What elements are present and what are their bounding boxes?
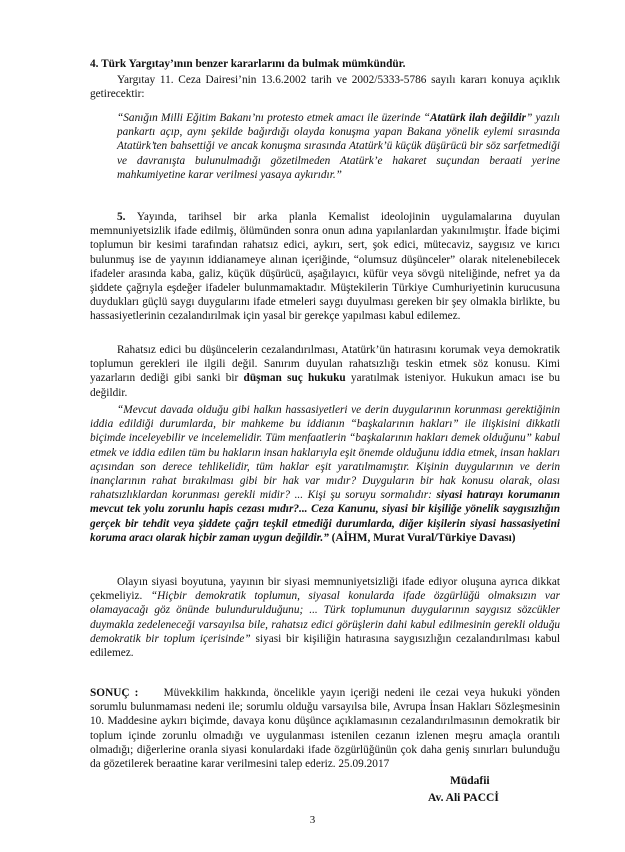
section-5-paragraph-3: Olayın siyasi boyutuna, yayının bir siyasi memnuniyetsizliği ifade ediyor oluşuna ayrıca dikkat çekmeliyiz. “Hiçbir demokratik toplumun, siyasal konularda ifade özgürlüğü olmaksızın var olamayacağı göz önünde bulundurulduğunu; ... Türk toplumunun duygularının saygısız sözcükler duymakla zedeleneceği varsayılsa bile, rahatsız edici görüşlerin dahi kabul edilmesinin gerekli olduğu demokratik bir toplum içerisinde” siyasi bir kişiliğin hatırasına saygısızlığın cezalandırılması kabul edilemez. — [90, 576, 560, 660]
section-5-number: 5. — [117, 211, 126, 223]
conclusion-label: SONUÇ : — [90, 687, 139, 699]
page-number: 3 — [309, 814, 316, 826]
signature-name: Av. Ali PACCİ — [428, 792, 499, 804]
section-4-intro: Yargıtay 11. Ceza Dairesi’nin 13.6.2002 tarih ve 2002/5333-5786 sayılı kararı konuya açıklık getirecektir: — [90, 74, 560, 101]
section-5-paragraph-2: Rahatsız edici bu düşüncelerin cezalandırılması, Atatürk’ün hatırasını korumak veya demokratik toplumun gerekleri ile ilgili değil. Sanırım duyulan rahatsızlığı teskin etmek söz konusu. Kimi yazarların dediği gibi sanki bir düşman suç hukuku yaratılmak isteniyor. Hukukun amacı ise bu değildir. — [90, 344, 561, 399]
section-5-quote: “Mevcut davada olduğu gibi halkın hassasiyetleri ve derin duygularının korunması gerektiğinin iddia edildiği durumlarda, bir mahkeme bu iddianın “başkalarının hakları” ile ilişkisini dikkatli biçimde inceleyebilir ve incelemelidir. Tüm menfaatlerin “başkalarının hakları demek olduğunu” kabul etmek ve iddia edilen tüm bu hakların insan haklarıyla eşit önemde olduğunu iddia etmek, insan hakları açısından son derece tehlikelidir, tüm haklar eşit yaratılmamıştır. Kişinin duygularının ve derin inançlarının rahat bırakılması gibi bir hak var mıdır? Duyguların bir hak konusu olarak, olası rahatsızlıklardan korunması gerekli midir? ... Kişi şu soruyu sormalıdır: siyasi hatırayı korumanın mevcut tek yolu zorunlu hapis cezası mıdır?... Ceza Kanunu, siyasi bir kişiliğe yönelik saygısızlığın gerçek bir tehdit veya şiddete çağrı teşkil etmediği durumlarda, diğer kişilerin siyasi hassasiyetini koruma aracı olarak hiçbir zaman uygun değildir.” (AİHM, Murat Vural/Türkiye Davası) — [90, 404, 560, 544]
section-5-paragraph-1: 5. Yayında, tarihsel bir arka planla Kemalist ideolojinin uygulamalarına duyulan memnuniyetsizlik ifade edilmiş, ölümünden sonra onun adına yapılanlardan yakınılmıştır. İfade biçimi toplumun bir kesimi tarafından rahatsız edici, aykırı, sert, şok edici, mütecaviz, saygısız ve kırıcı bulunmuş ise de yayının iddianameye alınan içeriğinde, “olumsuz düşünceler” olarak nitelenebilecek ifadeler arasında kaba, galiz, küçük düşürücü, aşağılayıcı, küfür veya sövgü niteliğinde, nefret ya da şiddete çağrıyla eşdeğer ifadeler bulunmamaktadır. Müştekilerin Türkiye Cumhuriyetinin kurucusuna duydukları güçlü saygı duygularını ifade etmeleri saygı duyulması gereken bir şey olmakla birlikte, bu hassasiyetlerinin cezalandırılmak için yasal bir gerekçe yapılması kabul edilemez. — [90, 211, 561, 323]
signature-role: Müdafii — [450, 775, 490, 787]
conclusion-paragraph: SONUÇ : Müvekkilim hakkında, öncelikle yayın içeriği nedeni ile cezai veya hukuki yönden sorumlu bulunmaması nedeni ile; sorumlu olduğu varsayılsa bile, Avrupa İnsan Hakları Sözleşmesinin 10. Maddesine aykırı biçimde, davaya konu düşünce açıklamasının cezalandırılmasının demokratik bir toplum içinde zorunlu olmadığı ve uygulanması istenilen cezanın izlenen meşru amaçla orantılı olmadığı; diğerlerine oranla siyasi konulardaki ifade özgürlüğünün çok daha geniş sınırları bulunduğu da gözetilerek beraatine karar verilmesini talep ederiz. 25.09.2017 — [90, 687, 561, 771]
section-4-quote: “Sanığın Milli Eğitim Bakanı’nı protesto etmek amacı ile üzerinde “Atatürk ilah değildir” yazılı pankartı açıp, aynı şekilde bağırdığı olayda konuşma yapan Bakana yönelik eylemi sırasında Atatürk’ten bahsettiği ve ancak konuşma sırasında Atatürk’ü küçük düşürücü bir söz sarfetmediği ve davranışta bulunulmadığı gözetilmeden Atatürk’e hakaret suçundan beraati yerine mahkumiyetine karar verilmesi yasaya aykırıdır.” — [117, 112, 560, 181]
section-4-heading: 4. Türk Yargıtay’ının benzer kararlarını da bulmak mümkündür. — [90, 58, 406, 70]
